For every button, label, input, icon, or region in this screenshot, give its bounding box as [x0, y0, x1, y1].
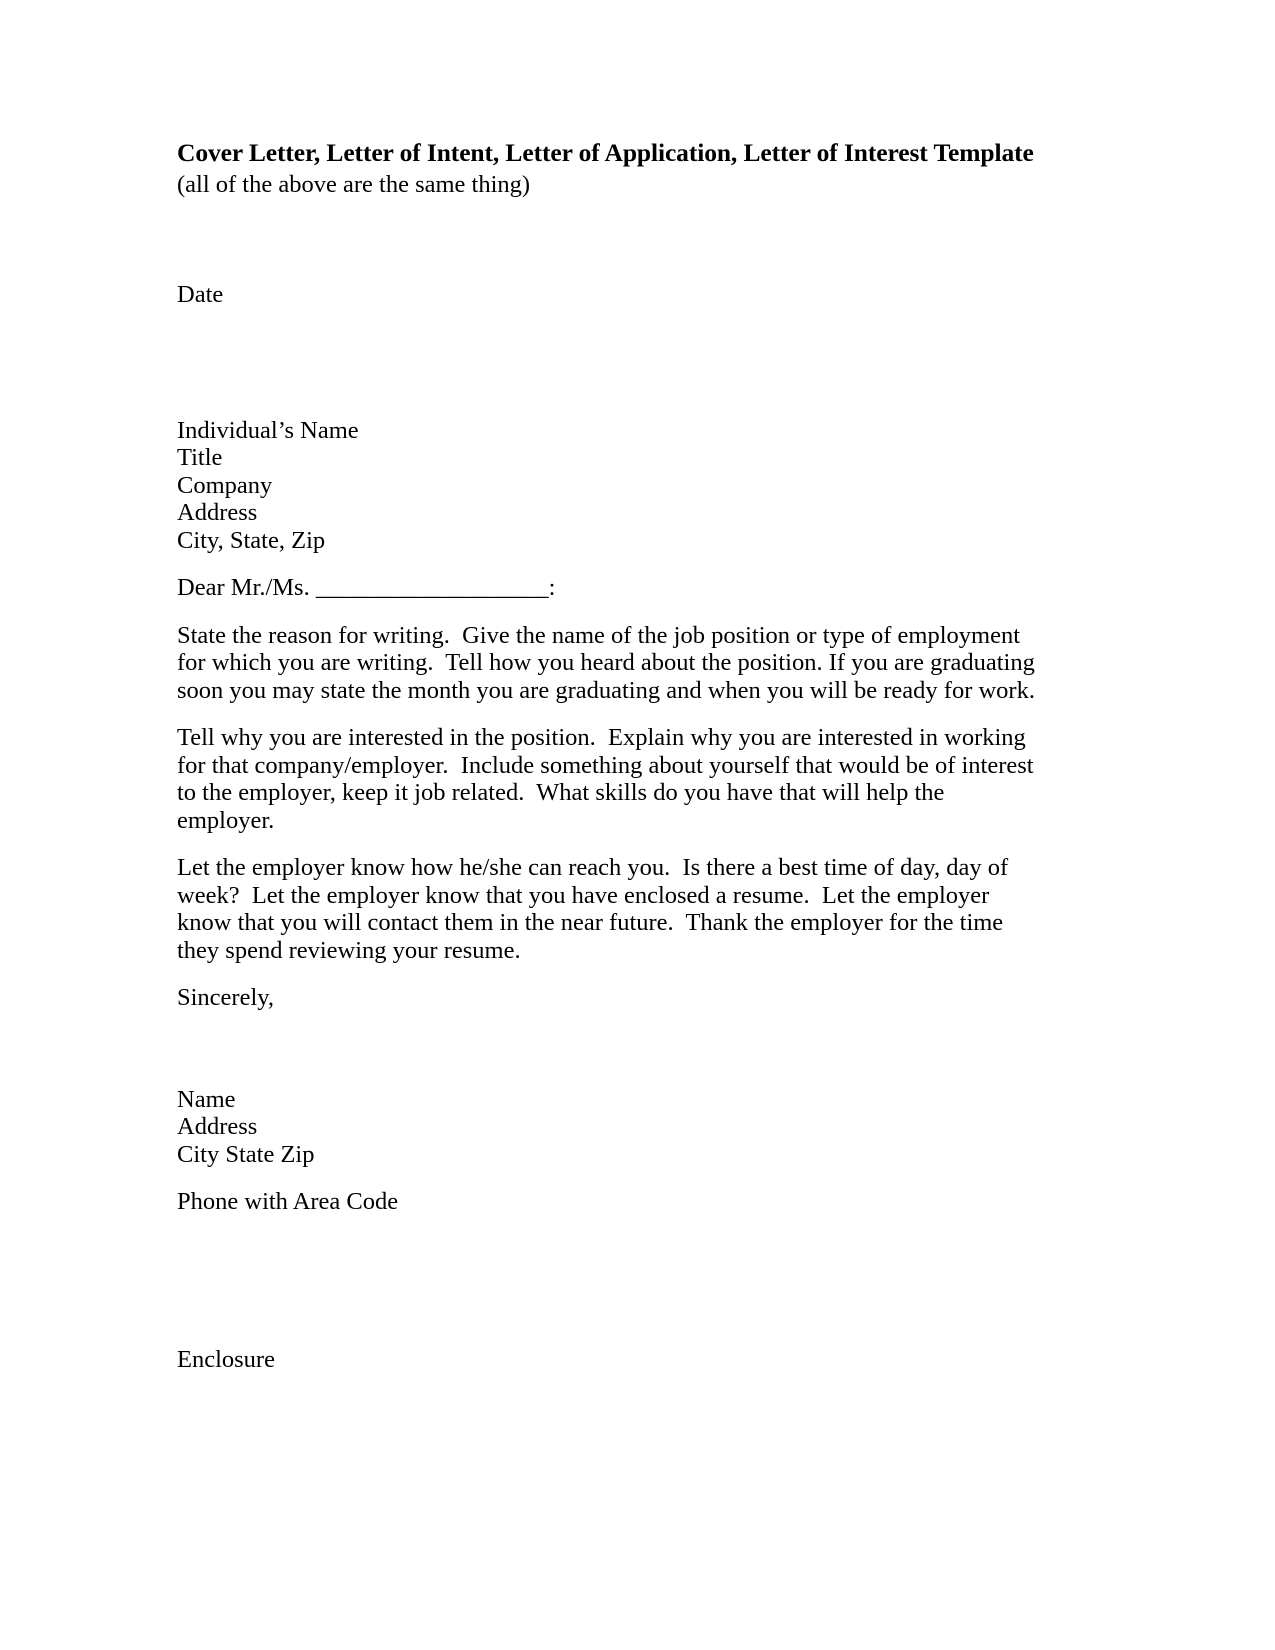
recipient-company: Company	[177, 471, 273, 499]
spacer-before-paragraph-1	[177, 602, 1039, 622]
body-paragraph-1: State the reason for writing. Give the name of the job position or type of employment for which you are writing. Tell how you heard about the position. If you are graduating soon you may state the month you are graduating and when you will be ready for work.	[177, 621, 1041, 704]
sender-name: Name	[177, 1085, 236, 1113]
closing-salutation: Sincerely,	[177, 984, 275, 1011]
spacer-before-salutation	[177, 554, 1039, 574]
recipient-city-state-zip: City, State, Zip	[177, 526, 326, 554]
spacer-before-closing	[177, 964, 1039, 984]
page-subtitle: (all of the above are the same thing)	[177, 171, 531, 198]
date-placeholder: Date	[177, 281, 224, 308]
spacer-after-title	[177, 199, 1039, 281]
signature-space	[177, 1012, 1039, 1086]
salutation-line: Dear Mr./Ms. ___________________:	[177, 574, 556, 601]
recipient-address-block	[177, 417, 1039, 555]
spacer-after-date	[177, 309, 1039, 417]
spacer-before-phone	[177, 1168, 1039, 1188]
body-paragraph-3: Let the employer know how he/she can reach you. Is there a best time of day, day of week? Let the employer know that you have enclosed a resume. Let the employer know that you will contact them in the near future. Thank the employer for the time they spend reviewing your resume.	[177, 854, 1015, 964]
recipient-address: Address	[177, 499, 258, 526]
body-paragraph-2: Tell why you are interested in the position. Explain why you are interested in working for that company/employer. Include something about yourself that would be of interest to the employer, keep it job related. What skills do you have that will help the employer.	[177, 724, 1040, 834]
spacer-before-paragraph-2	[177, 704, 1039, 724]
spacer-before-paragraph-3	[177, 834, 1039, 854]
recipient-name: Individual’s Name	[177, 416, 359, 444]
enclosure-notation: Enclosure	[177, 1345, 275, 1373]
sender-address-block	[177, 1086, 1039, 1169]
sender-phone: Phone with Area Code	[177, 1188, 399, 1215]
sender-city-state-zip: City State Zip	[177, 1140, 315, 1168]
sender-address: Address	[177, 1113, 258, 1140]
recipient-title: Title	[177, 444, 223, 471]
spacer-before-enclosure	[177, 1216, 1039, 1346]
letter-body	[177, 138, 1039, 1373]
page-title: Cover Letter, Letter of Intent, Letter of Application, Letter of Interest Template	[177, 138, 1034, 167]
